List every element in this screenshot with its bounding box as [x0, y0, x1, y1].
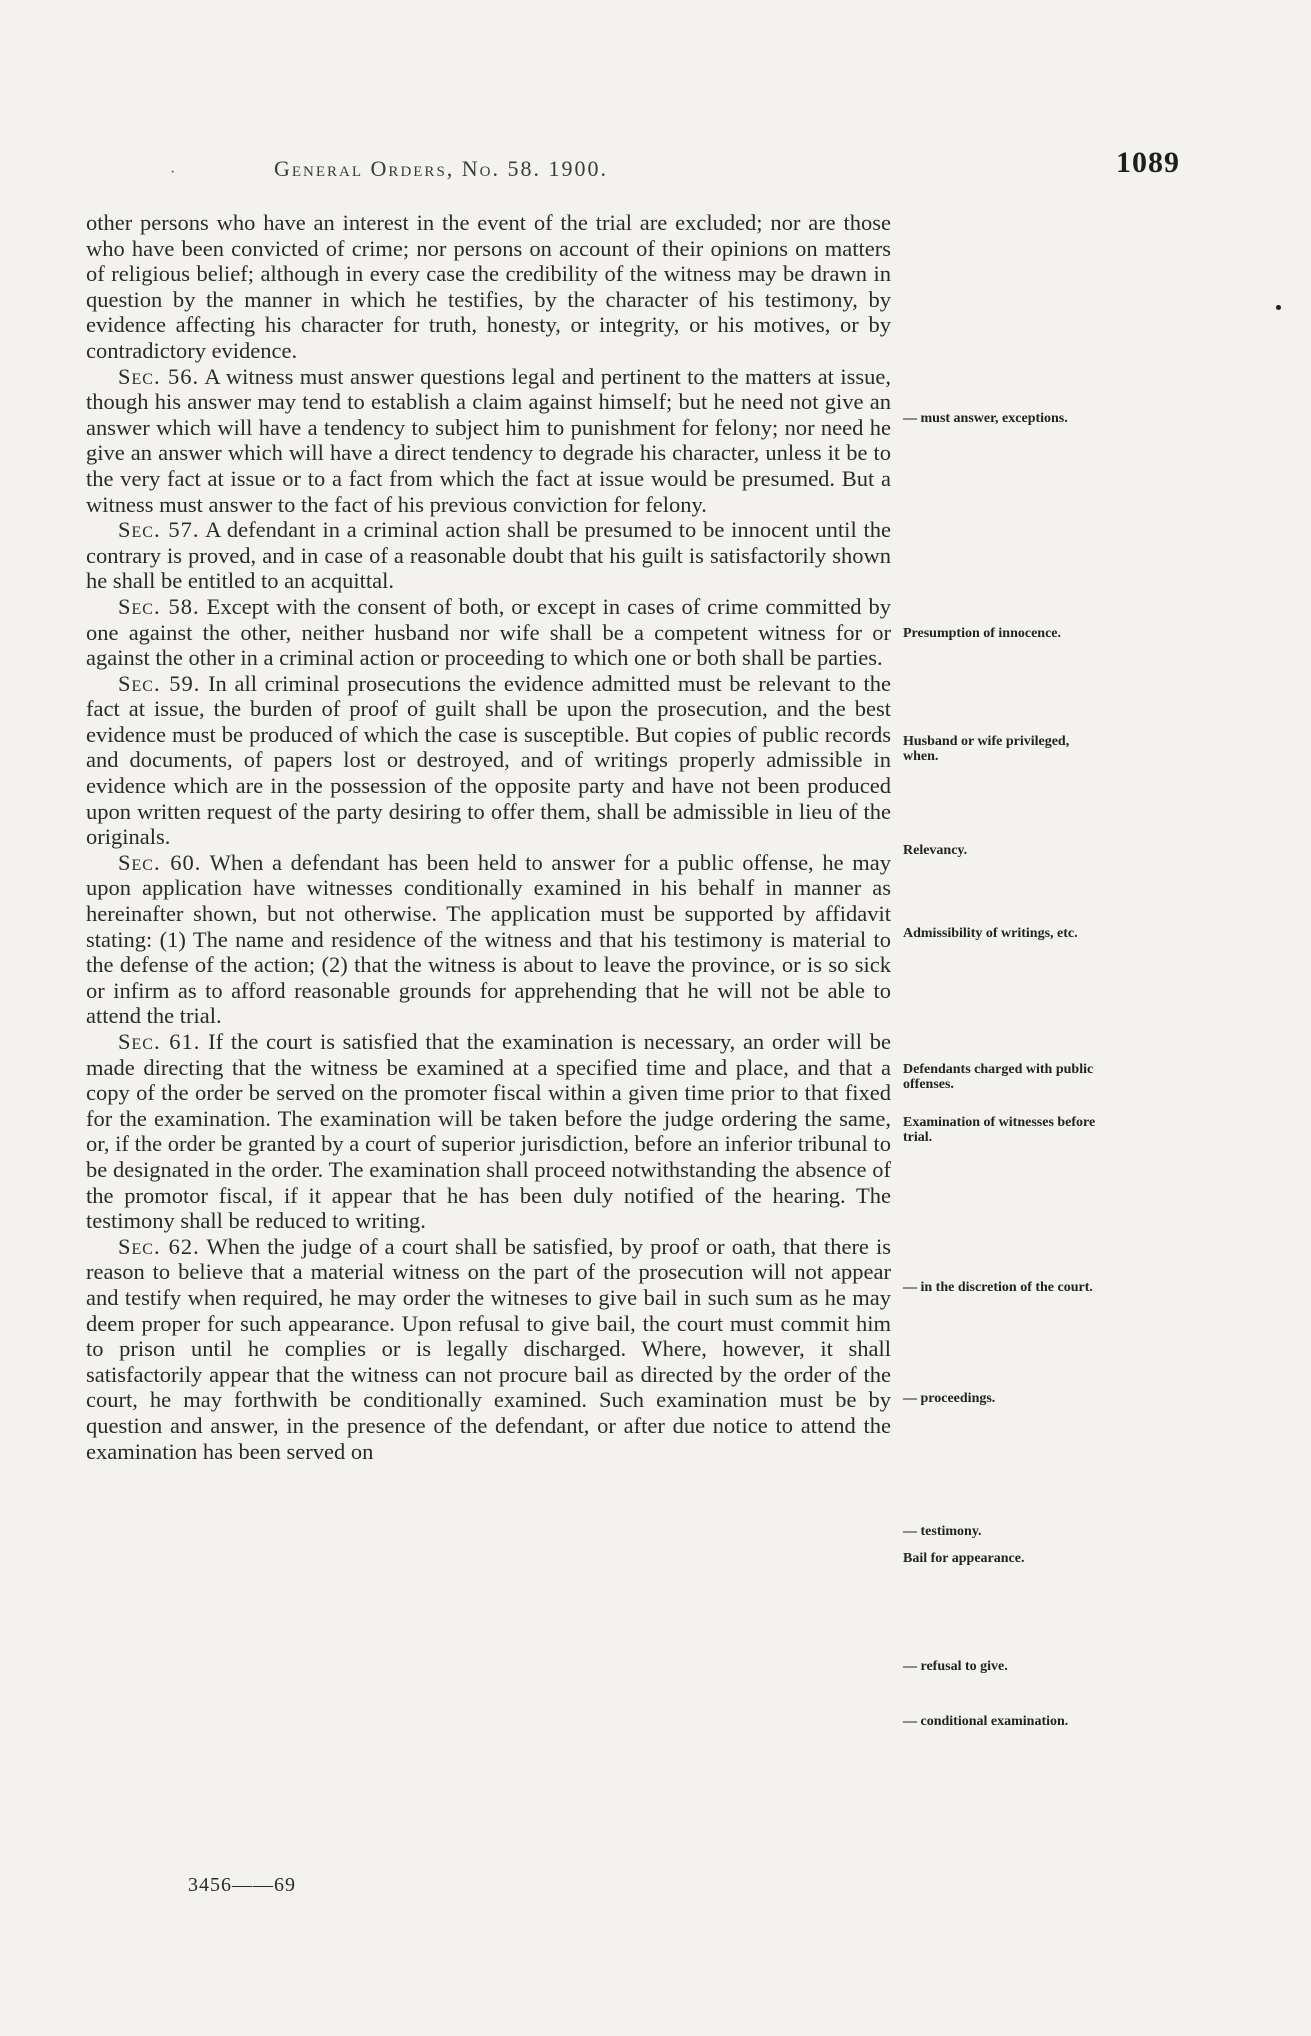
section-label: Sec. 62. [118, 1233, 200, 1259]
section-57 [86, 517, 891, 594]
paragraph-continued: other persons who have an interest in the event of the trial are excluded; nor are those who have been convicted of crime; nor persons on account of their opinions on matters of religious belief; although in every case the credibility of the witness may be drawn in question by the manner in which he testifies, by the character of his testimony, by evidence affecting his character for truth, honesty, or integrity, or his motives, or by contradictory evidence. [86, 210, 891, 363]
margin-note: — must answer, exceptions. [903, 411, 1068, 426]
section-label: Sec. 56. [118, 363, 200, 389]
body-text [86, 210, 891, 1464]
section-text: Except with the consent of both, or except in cases of crime committed by one against the other, neither husband nor wife shall be a competent witness for or against the other in a criminal action or proceeding to which one or both shall be parties. [86, 593, 891, 671]
section-60 [86, 850, 891, 1029]
section-58 [86, 594, 891, 671]
margin-note: — testimony. [903, 1524, 982, 1539]
margin-note: Presumption of innocence. [903, 626, 1062, 641]
margin-note: Defendants charged with public offenses. [903, 1062, 1094, 1092]
section-text: A witness must answer questions legal and pertinent to the matters at issue, though his answer may tend to establish a claim against himself; but he need not give an answer which will have a tendency to subject him to punishment for felony; nor need he give an answer which will have a direct tendency to degrade his character, unless it be to the very fact at issue or to a fact from which the fact at issue would be presumed. But a witness must answer to the fact of his previous conviction for felony. [86, 363, 892, 517]
section-text: When the judge of a court shall be satisfied, by proof or oath, that there is reason to believe that a material witness on the part of the prosecution will not appear and testify when required, he may order the witneses to give bail in such sum as he may deem proper for such appearance. Upon refusal to give bail, the court must commit him to prison until he complies or is legally discharged. Where, however, it shall satisfactorily appear that the witness can not procure bail as directed by the order of the court, he may forthwith be conditionally examined. Such examination must be by question and answer, in the presence of the defendant, or after due notice to attend the examination has been served on [86, 1233, 891, 1464]
margin-note: Bail for appearance. [903, 1551, 1025, 1566]
section-62 [86, 1234, 891, 1464]
margin-note: — refusal to give. [903, 1659, 1008, 1674]
section-text: A defendant in a criminal action shall be presumed to be innocent until the contrary is proved, and in case of a reasonable doubt that his guilt is satisfactorily shown he shall be entitled to an acquittal. [86, 517, 891, 594]
section-label: Sec. 61. [118, 1029, 201, 1054]
section-label: Sec. 58. [118, 593, 200, 619]
section-label: Sec. 60. [118, 849, 202, 875]
margin-note: Admissibility of writings, etc. [903, 926, 1078, 941]
printer-signature: 3456——69 [188, 1874, 296, 1896]
section-text: In all criminal prosecutions the evidence admitted must be relevant to the fact at issue, the burden of proof of guilt shall be upon the prosecution, and the best evidence must be produced of which the case is susceptible. But copies of public records and documents, of papers lost or destroyed, and of writings properly admissible in evidence which are in the possession of the opposite party and have not been produced upon written request of the party desiring to offer them, shall be admissible in lieu of the originals. [86, 670, 891, 850]
section-text: If the court is satisfied that the examination is necessary, an order will be made directing that the witness be examined at a specified time and place, and that a copy of the order be served on the promoter fiscal within a given time prior to that fixed for the examination. The examination will be taken before the judge ordering the same, or, if the order be granted by a court of superior jurisdiction, before an inferior tribunal to be designated in the order. The examination shall proceed notwithstanding the absence of the promotor fiscal, if it appear that he has been duly notified of the hearing. The testimony shall be reduced to writing. [86, 1029, 891, 1234]
scan-speck [1276, 305, 1281, 310]
margin-note: Examination of witnesses before trial. [903, 1115, 1096, 1145]
section-61 [86, 1029, 891, 1234]
margin-note: — conditional examination. [903, 1714, 1069, 1729]
section-text: When a defendant has been held to answer for a public offense, he may upon application have witnesses conditionally examined in his behalf in manner as hereinafter shown, but not otherwise. The application must be supported by affidavit stating: (1) The name and residence of the witness and that his testimony is material to the defense of the action; (2) that the witness is about to leave the province, or is so sick or infirm as to afford reasonable grounds for apprehending that he will not be able to attend the trial. [86, 849, 891, 1029]
section-label: Sec. 59. [118, 670, 201, 696]
margin-note: — proceedings. [903, 1391, 996, 1406]
margin-note: Relevancy. [903, 843, 968, 858]
page-number: 1089 [1116, 146, 1180, 179]
section-56 [86, 364, 891, 518]
margin-note: — in the discretion of the court. [903, 1280, 1093, 1295]
running-title: General Orders, No. 58. 1900. [274, 156, 609, 181]
page-mark: · [170, 164, 176, 181]
margin-note: Husband or wife privileged, when. [903, 734, 1070, 764]
section-label: Sec. 57. [118, 517, 200, 543]
section-59 [86, 671, 891, 850]
